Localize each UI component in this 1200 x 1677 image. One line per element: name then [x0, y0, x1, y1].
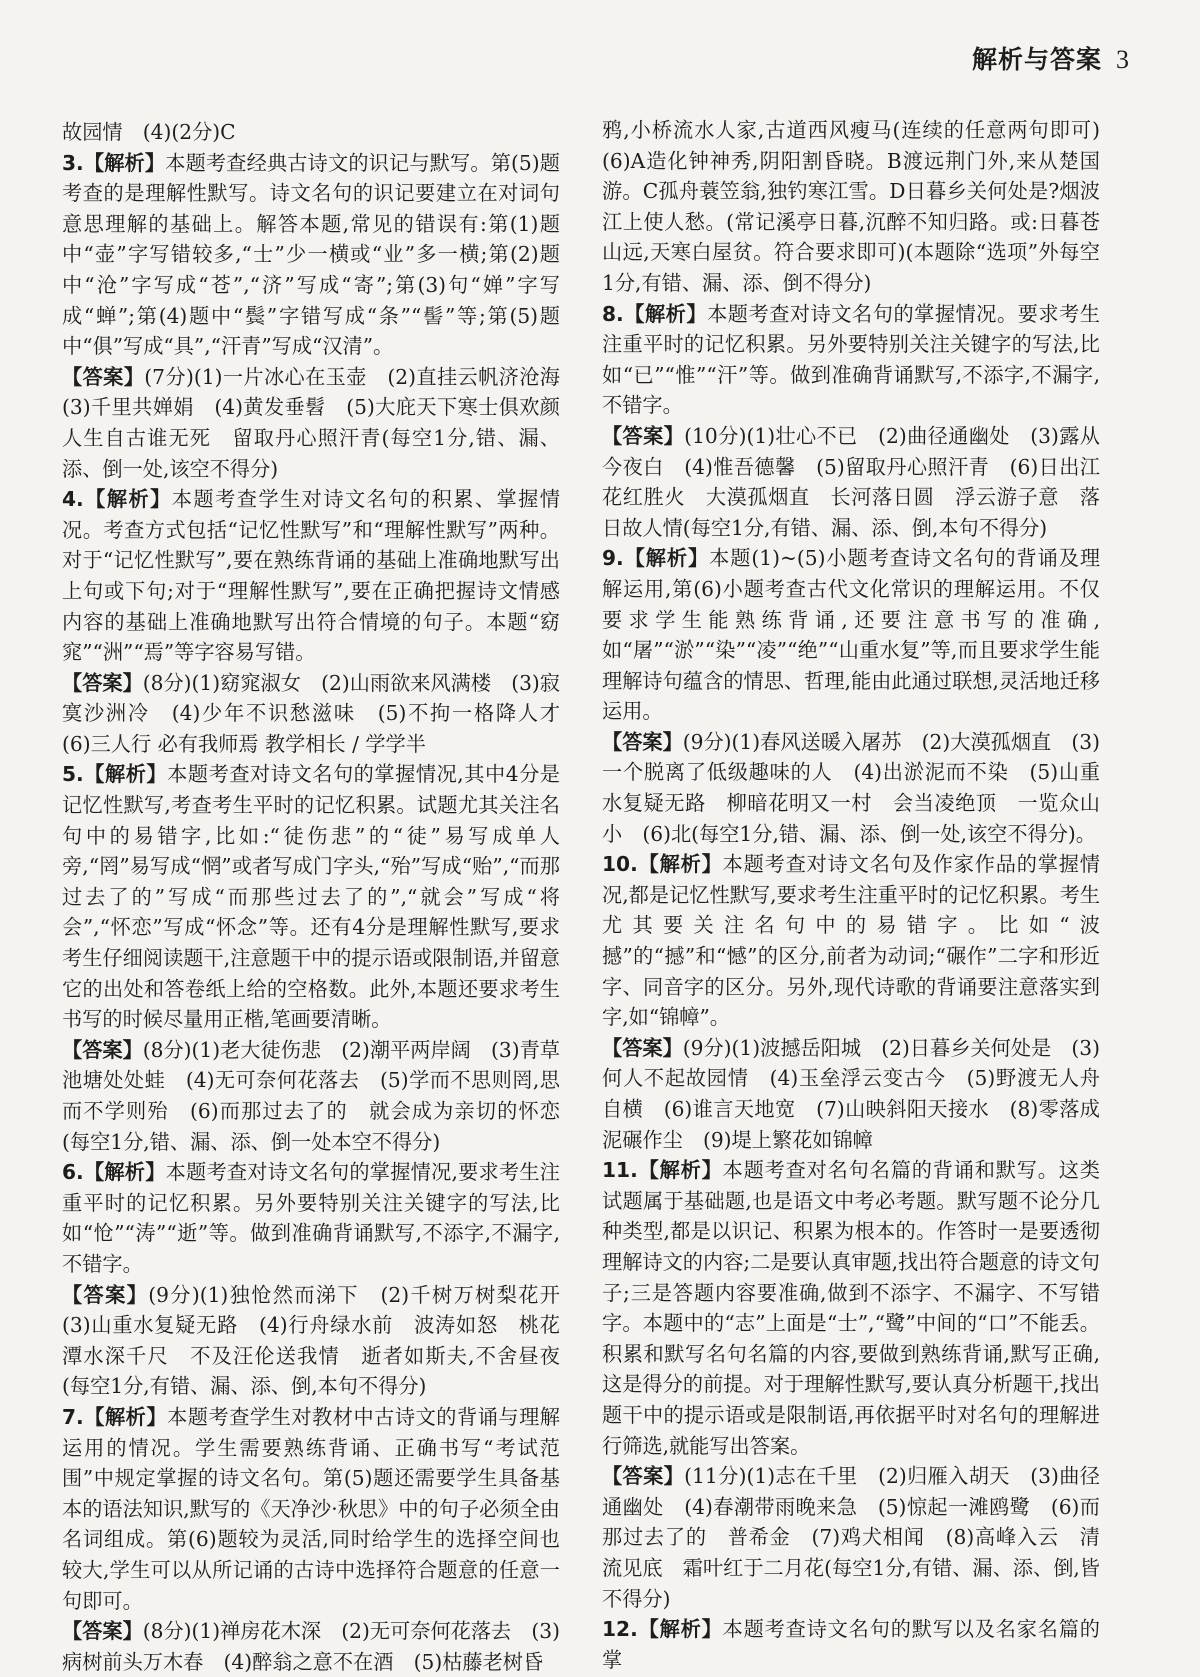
paragraph — [602, 421, 1100, 543]
paragraph — [602, 1033, 1100, 1155]
paragraph — [602, 1155, 1100, 1461]
paragraph-label: 【答案】 — [62, 1619, 143, 1644]
paragraph-text: (9分)(1)独怆然而涕下 (2)千树万树梨花开 (3)山重水复疑无路 (4)行舟绿水前 波涛如怒 桃花潭水深千尺 不及汪伦送我情 逝者如斯夫,不舍昼夜 (每空1分,有错、漏、添、倒,本句不得分) — [62, 1282, 581, 1399]
paragraph-text: 本题考查诗文名句的默写以及名家名篇的掌 — [602, 1617, 1100, 1672]
paragraph — [62, 1035, 560, 1157]
paragraph-text: (9分)(1)波撼岳阳城 (2)日暮乡关何处是 (3)何人不起故园情 (4)玉垒浮云变古今 (5)野渡无人舟自横 (6)谁言天地宽 (7)山映斜阳天接水 (8)零落成泥碾作尘 (9)堤上繁花如锦幛 — [602, 1035, 1100, 1152]
paragraph-text: 本题考查经典古诗文的识记与默写。第(5)题考查的是理解性默写。诗文名句的识记要建立在对词句意思理解的基础上。解答本题,常见的错误有:第(1)题中“壶”字写错较多,“士”少一横或“业”多一横;第(2)题中“沧”字写成“苍”,“济”写成“寄”;第(3)句“婵”字写成“蝉”;第(4)题中“鬓”字错写成“条”“髻”等;第(5)题中“俱”写成“具”,“汗青”写成“汉清”。 — [62, 150, 560, 359]
paragraph — [62, 117, 560, 148]
paragraph — [602, 849, 1100, 1033]
paragraph-text: 本题考查学生对教材中古诗文的背诵与理解运用的情况。学生需要熟练背诵、正确书写“考试范围”中规定掌握的诗文名句。第(5)题还需要学生具备基本的语法知识,默写的《天净沙·秋思》中的句子必须全由名词组成。第(6)题较为灵活,同时给学生的选择空间也较大,学生可以从所记诵的古诗中选择符合题意的任意一句即可。 — [62, 1404, 560, 1613]
left-column — [62, 117, 581, 1677]
paragraph-text: (7分)(1)一片冰心在玉壶 (2)直挂云帆济沧海 (3)千里共婵娟 (4)黄发垂髫 (5)大庇天下寒士俱欢颜 人生自古谁无死 留取丹心照汗青(每空1分,错、漏、添、倒一处,该空不得分) — [62, 364, 581, 481]
paragraph-label: 【答案】 — [602, 729, 683, 754]
paragraph-text: 本题考查对诗文名句的掌握情况。要求考生注重平时的记忆积累。另外要特别关注关键字的写法,比如“已”“惟”“汗”等。做到准确背诵默写,不添字,不漏字,不错字。 — [602, 301, 1100, 418]
paragraph-label: 【答案】 — [602, 1035, 683, 1060]
paragraph — [62, 148, 560, 362]
paragraph-text: 本题(1)~(5)小题考查诗文名句的背诵及理解运用,第(6)小题考查古代文化常识的理解运用。不仅要求学生能熟练背诵,还要注意书写的准确,如“屠”“淤”“染”“凌”“绝”“山重水复”等,而且要求学生能理解诗句蕴含的情思、哲理,能由此通过联想,灵活地迁移运用。 — [602, 546, 1101, 724]
paragraph-label: 4.【解析】 — [62, 487, 172, 512]
paragraph-label: 【答案】 — [62, 1037, 143, 1062]
paragraph-text: 本题考查对诗文名句的掌握情况,要求考生注重平时的记忆积累。另外要特别关注关键字的写法,比如“怆”“涛”“逝”等。做到准确背诵默写,不添字,不漏字,不错字。 — [62, 1160, 560, 1276]
paragraph-label: 【答案】 — [602, 423, 685, 448]
paragraph-text: 本题考查对诗文名句的掌握情况,其中4分是记忆性默写,考查考生平时的记忆积累。试题尤其关注名句中的易错字,比如:“徒伤悲”的“徒”易写成单人旁,“罔”易写成“惘”或者写成门字头,“殆”写成“贻”,“而那过去了的”写成“而那些过去了的”,“就会”写成“将会”,“怀恋”写成“怀念”等。还有4分是理解性默写,要求考生仔细阅读题干,注意题干中的提示语或限制语,并留意它的出处和答卷纸上给的空格数。此外,本题还要求考生书写的时候尽量用正楷,笔画要清晰。 — [62, 762, 560, 1032]
paragraph-text: (10分)(1)壮心不已 (2)曲径通幽处 (3)露从今夜白 (4)惟吾德馨 (5)留取丹心照汗青 (6)日出江花红胜火 大漠孤烟直 长河落日圆 浮云游子意 落日故人情(每空1分,有错、漏、添、倒,本句不得分) — [602, 423, 1100, 540]
paragraph-text: (8分)(1)禅房花木深 (2)无可奈何花落去 (3)病树前头万木春 (4)醉翁之意不在酒 (5)枯藤老树昏 — [62, 1619, 560, 1674]
paragraph-text: 鸦,小桥流水人家,古道西风瘦马(连续的任意两句即可)(6)A造化钟神秀,阴阳割昏晓。B渡远荆门外,来从楚国游。C孤舟蓑笠翁,独钓寒江雪。D日暮乡关何处是?烟波江上使人愁。(常记溪亭日暮,沉醉不知归路。或:日暮苍山远,天寒白屋贫。符合要求即可)(本题除“选项”外每空1分,有错、漏、添、倒不得分) — [602, 118, 1100, 295]
paragraph-label: 12.【解析】 — [602, 1617, 723, 1642]
paragraph — [62, 1280, 581, 1402]
paragraph — [602, 543, 1100, 727]
paragraph — [602, 115, 1100, 299]
paragraph — [62, 668, 581, 760]
paragraph-label: 10.【解析】 — [602, 852, 723, 877]
paragraph-text: 本题考查学生对诗文名句的积累、掌握情况。考查方式包括“记忆性默写”和“理解性默写”两种。对于“记忆性默写”,要在熟练背诵的基础上准确地默写出上句或下句;对于“理解性默写”,要在正确把握诗文情感内容的基础上准确地默写出符合情境的句子。本题“窈窕”“洲”“焉”等字容易写错。 — [62, 487, 560, 665]
paragraph-text: 本题考查对名句名篇的背诵和默写。这类试题属于基础题,也是语文中考必考题。默写题不论分几种类型,都是以识记、积累为根本的。作答时一是要透彻理解诗文的内容;二是要认真审题,找出符合题意的诗文句子;三是答题内容要准确,做到不添字、不漏字、不写错字。本题中的“志”上面是“士”,“鹭”中间的“口”不能丢。积累和默写名句名篇的内容,要做到熟练背诵,默写正确,这是得分的前提。对于理解性默写,要认真分析题干,找出题干中的提示语或是限制语,再依据平时对名句的理解进行筛选,就能写出答案。 — [602, 1158, 1100, 1458]
paragraph — [602, 299, 1100, 421]
paragraph — [62, 484, 560, 668]
paragraph — [62, 362, 581, 484]
paragraph-label: 3.【解析】 — [62, 150, 166, 175]
paragraph — [62, 1402, 560, 1616]
paragraph-label: 6.【解析】 — [62, 1160, 166, 1185]
page-number: 3 — [1116, 45, 1130, 74]
paragraph — [62, 1157, 560, 1279]
paragraph-label: 【答案】 — [62, 1282, 149, 1307]
header-title: 解析与答案 — [971, 45, 1102, 74]
paragraph-text: (9分)(1)春风送暖入屠苏 (2)大漠孤烟直 (3)一个脱离了低级趣味的人 (4)出淤泥而不染 (5)山重水复疑无路 柳暗花明又一村 会当凌绝顶 一览众山小 (6)北(每空1分,错、漏、添、倒一处,该空不得分)。 — [602, 729, 1100, 846]
paragraph-label: 【答案】 — [62, 670, 143, 695]
paragraph-label: 11.【解析】 — [602, 1158, 723, 1183]
paragraph-text: 本题考查对诗文名句及作家作品的掌握情况,都是记忆性默写,要求考生注重平时的记忆积累。考生尤其要关注名句中的易错字。比如“波撼”的“撼”和“憾”的区分,前者为动词;“碾作”二字和形近字、同音字的区分。另外,现代诗歌的背诵要注意落实到字,如“锦幛”。 — [602, 852, 1100, 1030]
paragraph-label: 8.【解析】 — [602, 301, 708, 326]
paragraph-text: (11分)(1)志在千里 (2)归雁入胡天 (3)曲径通幽处 (4)春潮带雨晚来急 (5)惊起一滩鸥鹭 (6)而那过去了的 普希金 (7)鸡犬相闻 (8)高峰入云 清流见底 霜叶红于二月花(每空1分,有错、漏、添、倒,皆不得分) — [602, 1464, 1100, 1611]
paragraph — [602, 1614, 1100, 1675]
paragraph — [62, 759, 560, 1034]
paragraph — [602, 1461, 1100, 1614]
paragraph-label: 7.【解析】 — [62, 1404, 168, 1429]
paragraph-label: 【答案】 — [62, 364, 145, 389]
paragraph-label: 5.【解析】 — [62, 762, 168, 787]
paragraph-text: (8分)(1)老大徒伤悲 (2)潮平两岸阔 (3)青草池塘处处蛙 (4)无可奈何花落去 (5)学而不思则罔,思而不学则殆 (6)而那过去了的 就会成为亲切的怀恋(每空1分,错、漏、添、倒一处本空不得分) — [62, 1037, 560, 1154]
paragraph-text: (8分)(1)窈窕淑女 (2)山雨欲来风满楼 (3)寂寞沙洲冷 (4)少年不识愁滋味 (5)不拘一格降人才 (6)三人行 必有我师焉 教学相长 / 学学半 — [62, 670, 581, 756]
paragraph-text: 故园情 (4)(2分)C — [62, 120, 236, 144]
right-column — [602, 115, 1100, 1675]
page-header — [972, 40, 1130, 76]
paragraph — [602, 727, 1100, 849]
paragraph-label: 【答案】 — [602, 1464, 685, 1489]
paragraph-label: 9.【解析】 — [602, 546, 710, 571]
